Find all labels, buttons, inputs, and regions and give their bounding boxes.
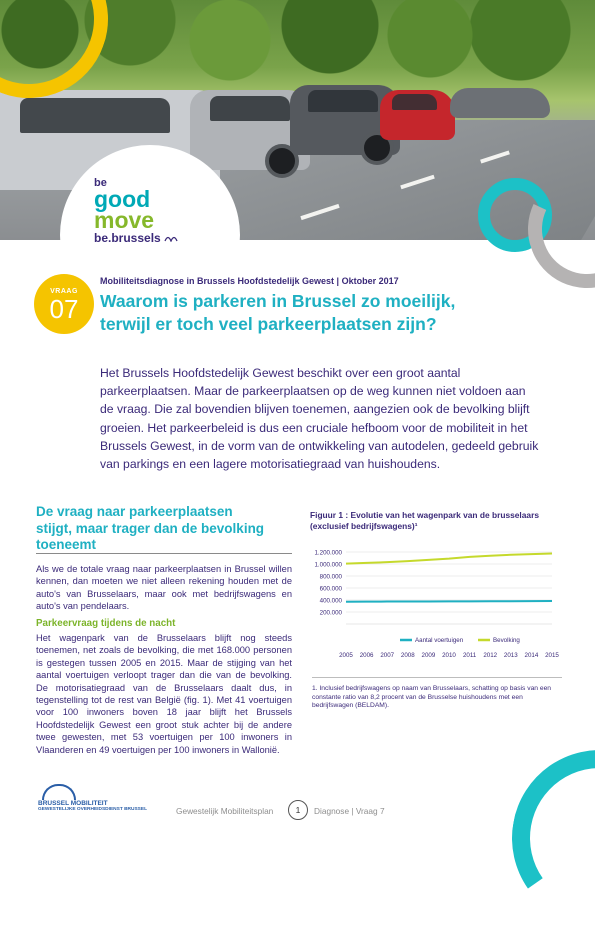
x-tick-label: 2013 bbox=[504, 652, 518, 659]
good-move-logo bbox=[94, 178, 214, 245]
paragraph-1: Als we de totale vraag naar parkeerplaatsen in Brussel willen kennen, dan moeten we niet alleen rekening houden met de auto's van Brusselaars, maar ook met bedrijfswagens en auto's van pendelaars. bbox=[36, 563, 292, 613]
decorative-arc-teal-bottom bbox=[498, 736, 595, 940]
brussels-iris-icon bbox=[164, 234, 178, 242]
x-tick-label: 2010 bbox=[442, 652, 456, 659]
logo-good: good bbox=[94, 189, 214, 210]
footer-right-text: Diagnose | Vraag 7 bbox=[314, 806, 385, 816]
logo-be: be bbox=[94, 178, 214, 189]
x-tick-label: 2008 bbox=[401, 652, 415, 659]
brussel-mobiliteit-mark-icon bbox=[42, 784, 76, 800]
x-tick-label: 2011 bbox=[463, 652, 477, 659]
page-number: 1 bbox=[288, 800, 308, 820]
legend-label: Bevolking bbox=[493, 637, 520, 644]
figure-title bbox=[310, 510, 560, 532]
y-tick-label: 600.000 bbox=[320, 586, 343, 593]
title-line-2: terwijl er toch veel parkeerplaatsen zijn? bbox=[100, 313, 570, 336]
x-tick-label: 2005 bbox=[339, 652, 353, 659]
parked-cars-far bbox=[450, 88, 550, 118]
series-line-bevolking bbox=[346, 554, 552, 564]
section-heading-line-3: toeneemt bbox=[36, 537, 292, 554]
footnote-divider bbox=[312, 677, 562, 678]
badge-label: VRAAG bbox=[34, 288, 94, 295]
legend-label: Aantal voertuigen bbox=[415, 637, 464, 644]
x-tick-label: 2015 bbox=[545, 652, 559, 659]
paragraph-2: Het wagenpark van de Brusselaars blijft nog steeds toenemen, net zoals de bevolking, die met 168.000 personen is gestegen tussen 2005 en 2015. Maar de stijging van het aantal voertuigen verloopt trager dan die van de bevolking. De motorisatiegraad van de Brusselaars daalt dus, in tegenstelling tot de rest van België (fig. 1). Met 41 voertuigen voor 100 inwoners boven 18 jaar blijft het Brussels Hoofdstedelijk Gewest een groot stuk achter bij de andere twee gewesten, met 53 voertuigen per 100 inwoners in Vlaanderen en 49 voertuigen per 100 inwoners in Wallonië. bbox=[36, 632, 292, 756]
org-name: BRUSSEL MOBILITEIT bbox=[38, 800, 147, 807]
x-tick-label: 2014 bbox=[525, 652, 539, 659]
footnote-number: 1. bbox=[312, 685, 318, 692]
question-badge bbox=[34, 274, 94, 334]
y-tick-label: 800.000 bbox=[320, 574, 343, 581]
parked-car-red bbox=[380, 90, 455, 140]
kicker: Mobiliteitsdiagnose in Brussels Hoofdstedelijk Gewest | Oktober 2017 bbox=[100, 276, 399, 286]
y-tick-label: 400.000 bbox=[320, 598, 343, 605]
y-tick-label: 1.000.000 bbox=[314, 562, 342, 569]
heading-divider bbox=[36, 553, 292, 554]
logo-brussels: be.brussels bbox=[94, 231, 214, 245]
title-line-1: Waarom is parkeren in Brussel zo moeilijk, bbox=[100, 290, 570, 313]
org-subtitle: GEWESTELIJKE OVERHEIDSDIENST BRUSSEL bbox=[38, 807, 147, 812]
section-heading bbox=[36, 504, 292, 554]
page-title bbox=[100, 290, 570, 336]
section-heading-line-2: stijgt, maar trager dan de bevolking bbox=[36, 521, 292, 538]
footer-left-text: Gewestelijk Mobiliteitsplan bbox=[176, 806, 273, 816]
logo-move: move bbox=[94, 210, 214, 231]
section-heading-line-1: De vraag naar parkeerplaatsen bbox=[36, 504, 292, 521]
brussel-mobiliteit-logo bbox=[38, 784, 147, 812]
y-tick-label: 1.200.000 bbox=[314, 550, 342, 557]
intro-paragraph: Het Brussels Hoofdstedelijk Gewest beschikt over een groot aantal parkeerplaatsen. Maar de parkeerplaatsen op de weg kunnen niet voldoen aan de vraag. Die zal bovendien blijven toenemen, aangezien ook de bevolking blijft groeien. Het parkeerbeleid is dus een cruciale hefboom voor de mobiliteit in het Brussels Gewest, in de vorm van de ontwikkeling van autodelen, gedeeld gebruik van parkings en een lagere motorisatiegraad van huishoudens. bbox=[100, 364, 540, 473]
y-tick-label: 200.000 bbox=[320, 610, 343, 617]
figure-title-line-2: (exclusief bedrijfswagens)¹ bbox=[310, 521, 560, 532]
x-tick-label: 2006 bbox=[360, 652, 374, 659]
badge-number: 07 bbox=[34, 294, 94, 325]
x-tick-label: 2012 bbox=[483, 652, 497, 659]
fleet-population-chart bbox=[308, 540, 564, 668]
x-tick-label: 2009 bbox=[422, 652, 436, 659]
footnote-text: Inclusief bedrijfswagens op naam van Brusselaars, schatting op basis van een constante ratio van 8,2 procent van de Brusselse huishoudens met een bedrijfswagen (BELDAM). bbox=[312, 685, 551, 709]
subheading: Parkeervraag tijdens de nacht bbox=[36, 618, 175, 629]
x-tick-label: 2007 bbox=[380, 652, 394, 659]
figure-title-line-1: Figuur 1 : Evolutie van het wagenpark van de brusselaars bbox=[310, 510, 560, 521]
footnote bbox=[312, 685, 564, 711]
